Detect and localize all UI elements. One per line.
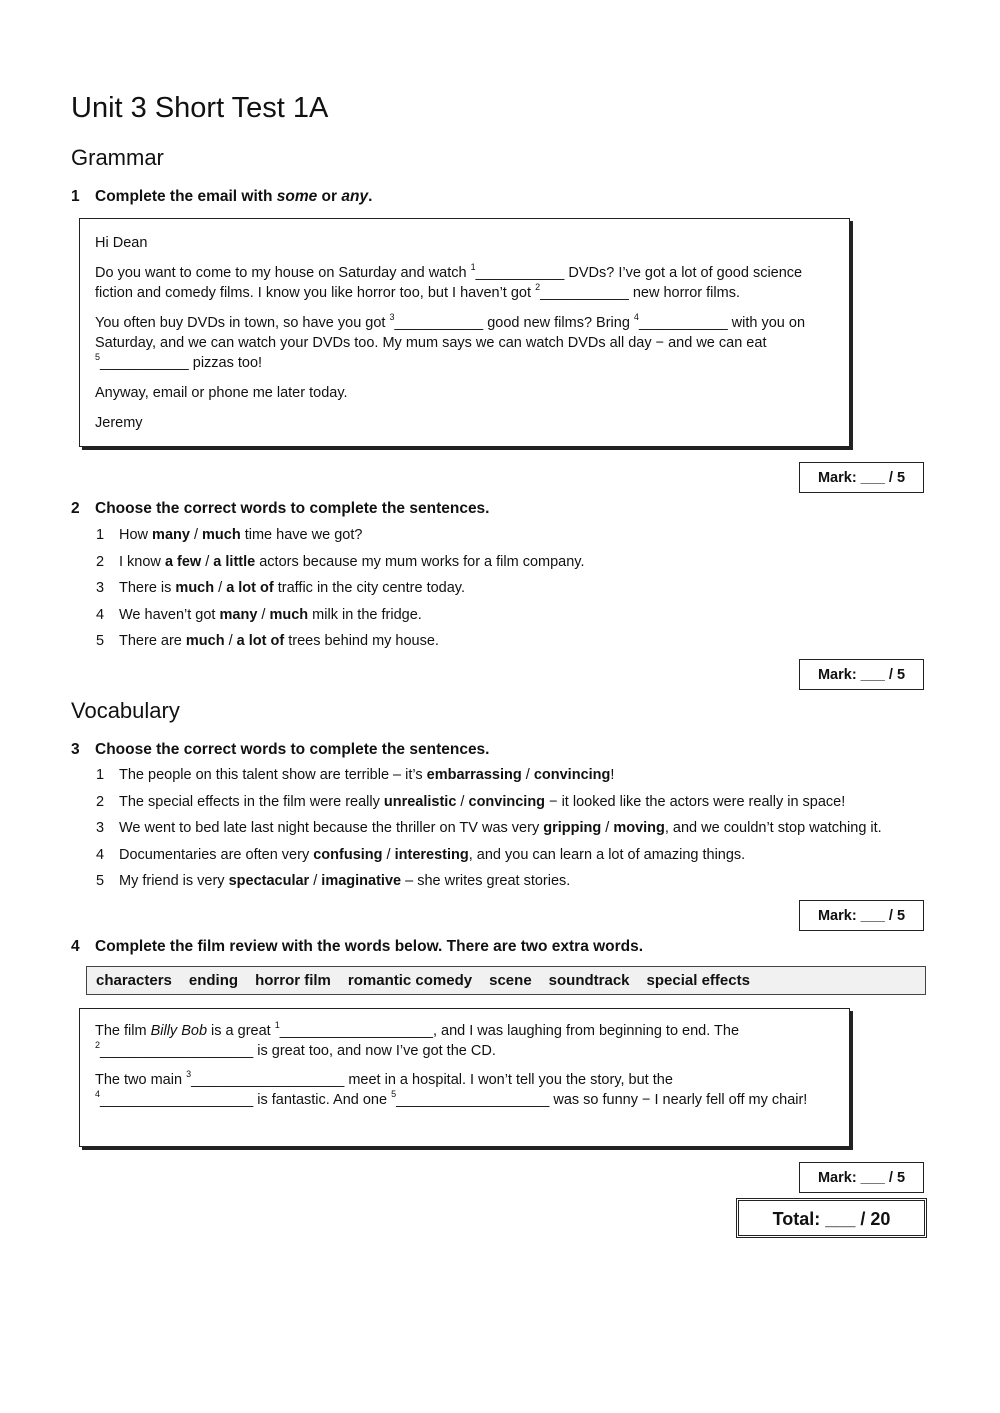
section-heading-grammar: Grammar [71,145,164,170]
question-2-list [96,522,585,655]
gap-number: 2 [535,282,541,292]
mark-box-q3: Mark: ___ / 5 [799,900,924,931]
mark-box-q2: Mark: ___ / 5 [799,659,924,690]
mark-box-q4: Mark: ___ / 5 [799,1162,924,1193]
email-signoff: Jeremy [95,415,143,431]
question-4-instruction: 4 Complete the film review with the words below. There are two extra words. [71,938,644,955]
section-heading-vocabulary: Vocabulary [71,698,180,723]
list-item: 3 There is much / a lot of traffic in the city centre today. [96,580,465,597]
gap-number: 1 [470,262,476,272]
film-review-panel [79,1008,850,1147]
gap-number: 5 [391,1089,397,1099]
mark-box-q1: Mark: ___ / 5 [799,462,924,493]
question-number: 4 [71,938,80,955]
word-bank-item: soundtrack [548,972,630,989]
list-item: 4 Documentaries are often very confusing / interesting, and you can learn a lot of amazing things. [96,846,746,863]
email-panel [79,218,850,447]
question-number: 2 [71,500,80,517]
email-paragraph: Anyway, email or phone me later today. [95,385,348,401]
list-item: 5 There are much / a lot of trees behind my house. [96,633,439,650]
gap-number: 4 [633,312,639,322]
word-bank [86,966,926,995]
page-title: Unit 3 Short Test 1A [71,92,329,124]
question-number: 1 [71,188,80,205]
question-3-instruction: 3 Choose the correct words to complete the sentences. [71,741,490,758]
list-item: 5 My friend is very spectacular / imaginative – she writes great stories. [96,873,571,890]
film-title: Billy Bob [150,1023,208,1039]
word-bank-item: romantic comedy [347,972,473,989]
gap-number: 4 [95,1089,101,1099]
email-paragraph: Do you want to come to my house on Saturday and watch $^1$___________ DVDs? I’ve got a lot of good science fiction and comedy films. I know you like horror too, but I haven’t got $^2$___________ new horror films. [95,262,803,301]
question-number: 3 [71,741,80,758]
list-item: 1 How many / much time have we got? [96,527,363,543]
option-word: some [276,188,318,205]
word-bank-item: ending [188,972,239,989]
list-item: 2 The special effects in the film were really unrealistic / convincing − it looked like the actors were really in space! [96,793,846,810]
gap-number: 2 [95,1040,101,1050]
email-paragraph: You often buy DVDs in town, so have you got $^3$___________ good new films? Bring $^4$___________ with you on Saturday, and we can watch your DVDs too. My mum says we can watch DVDs all day − and we can eat $^5$___________ pizzas too! [95,312,806,371]
question-1-instruction: 1 Complete the email with some or any. [71,188,373,205]
total-score-box: Total: ___ / 20 [736,1198,927,1238]
option-word: any [341,188,369,205]
review-paragraph: The film Billy Bob is a great $^1$___________________, and I was laughing from beginning to end. The $^2$___________________ is great too, and now I’ve got the CD. [95,1020,740,1059]
word-bank-item: scene [489,972,532,989]
list-item: 1 The people on this talent show are terrible – it’s embarrassing / convincing! [96,767,615,783]
list-item: 3 We went to bed late last night because the thriller on TV was very gripping / moving, and we couldn’t stop watching it. [96,820,882,837]
question-2-instruction: 2 Choose the correct words to complete the sentences. [71,500,490,517]
word-bank-item: characters [96,972,172,989]
review-paragraph: The two main $^3$___________________ meet in a hospital. I won’t tell you the story, but the $^4$___________________ is fantastic. And one $^5$___________________ was so funny − I nearly fell off my chair! [95,1069,808,1108]
gap-number: 3 [389,312,395,322]
email-greeting: Hi Dean [95,235,148,251]
list-item: 4 We haven’t got many / much milk in the fridge. [96,606,422,623]
gap-number: 1 [274,1020,280,1030]
question-3-list [96,762,882,895]
gap-number: 5 [95,352,101,362]
word-bank-item: horror film [255,972,331,989]
gap-number: 3 [186,1069,192,1079]
list-item: 2 I know a few / a little actors because my mum works for a film company. [96,553,585,570]
word-bank-item: special effects [646,972,750,989]
